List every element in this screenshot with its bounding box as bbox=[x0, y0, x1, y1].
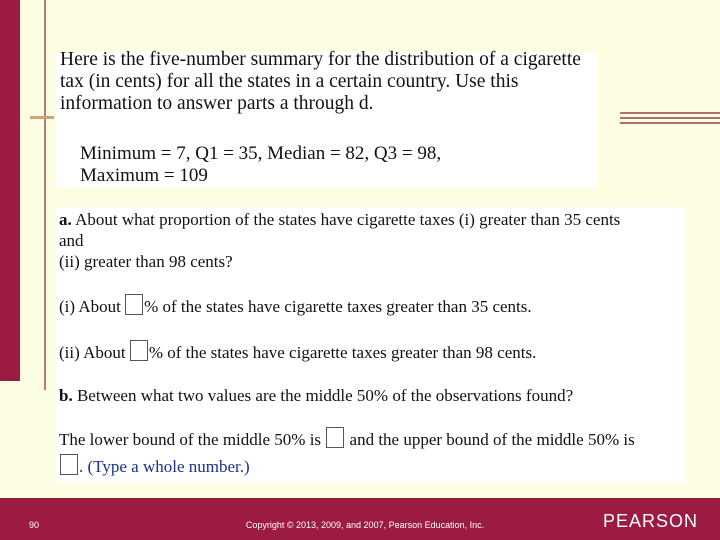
part-a-question-text: About what proportion of the states have cigarette taxes (i) greater than 35 cents bbox=[75, 210, 621, 229]
part-b-question-text: Between what two values are the middle 50% of the observations found? bbox=[76, 386, 574, 405]
pearson-logo: PEARSON bbox=[602, 511, 698, 531]
answer-ii-row bbox=[59, 340, 536, 363]
part-b-question bbox=[59, 385, 573, 406]
part-b-label: b. bbox=[59, 386, 73, 405]
answer-ii-prefix: (ii) About bbox=[59, 343, 126, 362]
five-number-summary bbox=[80, 143, 590, 187]
answer-i-prefix: (i) About bbox=[59, 297, 121, 316]
summary-line-1: Minimum = 7, Q1 = 35, Median = 82, Q3 = 98, bbox=[80, 143, 442, 164]
upper-bound-row bbox=[59, 454, 250, 477]
part-a-question-line-2: and bbox=[59, 231, 84, 250]
lower-bound-text: The lower bound of the middle 50% is bbox=[59, 430, 322, 449]
answer-i-input[interactable] bbox=[125, 294, 143, 315]
accent-stripes-right bbox=[620, 112, 720, 126]
lower-bound-input[interactable] bbox=[326, 427, 344, 448]
copyright-notice: Copyright © 2013, 2009, and 2007, Pearson Education, Inc. bbox=[245, 520, 485, 530]
part-a-label: a. bbox=[59, 210, 72, 229]
answer-i-suffix: % of the states have cigarette taxes greater than 35 cents. bbox=[144, 297, 532, 316]
left-accent-strip bbox=[0, 378, 20, 381]
left-accent-bar bbox=[0, 0, 20, 378]
answer-ii-input[interactable] bbox=[130, 340, 148, 361]
bounds-row bbox=[59, 427, 635, 450]
accent-line-left bbox=[30, 116, 54, 119]
page-number: 90 bbox=[29, 520, 40, 530]
part-a-question bbox=[59, 209, 684, 272]
answer-i-row bbox=[59, 294, 532, 317]
vertical-divider bbox=[44, 0, 46, 390]
summary-line-2: Maximum = 109 bbox=[80, 165, 208, 186]
upper-bound-input[interactable] bbox=[60, 454, 78, 475]
answer-ii-suffix: % of the states have cigarette taxes greater than 98 cents. bbox=[148, 343, 537, 362]
intro-text: Here is the five-number summary for the distribution of a cigarette tax (in cents) for all the states in a certain country. Use this information to answer parts a through d. bbox=[60, 49, 581, 114]
type-whole-number-hint: . (Type a whole number.) bbox=[79, 457, 250, 476]
part-a-question-line-3: (ii) greater than 98 cents? bbox=[59, 252, 233, 271]
part-a-question-line-1 bbox=[59, 209, 684, 230]
upper-bound-text: and the upper bound of the middle 50% is bbox=[349, 430, 635, 449]
